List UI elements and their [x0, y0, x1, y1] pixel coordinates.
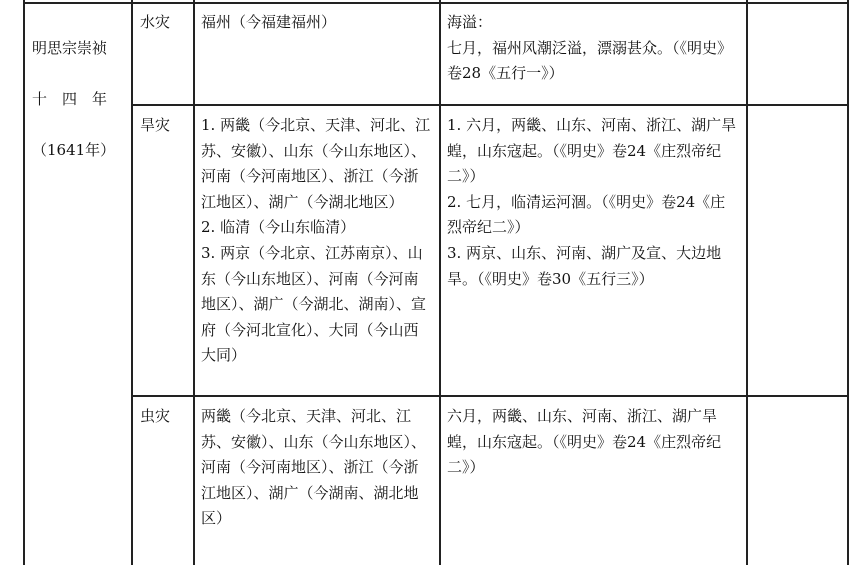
table-border-right — [847, 0, 849, 565]
year-cell-line-3: （1641年） — [32, 140, 116, 159]
row-divider-1 — [131, 104, 849, 106]
column-divider-2 — [193, 0, 195, 565]
year-cell — [32, 10, 127, 189]
record-flood: 海溢： 七月，福州风潮泛溢，漂溺甚众。（《明史》卷28《五行一》） — [447, 13, 733, 83]
year-cell-line-2: 十 四 年 — [32, 89, 108, 108]
disaster-type-drought: 旱灾 — [140, 116, 171, 134]
year-cell-line-1: 明思宗崇祯 — [32, 38, 108, 57]
region-flood: 福州（今福建福州） — [201, 13, 337, 31]
column-divider-1 — [131, 0, 133, 565]
row-divider-2 — [131, 395, 849, 397]
record-drought: 1. 六月，两畿、山东、河南、浙江、湖广旱蝗，山东寇起。（《明史》卷24《庄烈帝纪二》） 2. 七月，临清运河涸。（《明史》卷24《庄烈帝纪二》） 3. 两京、山东、河南、湖广及宣、大边地旱。（《明史》卷30《五行三》） — [447, 116, 737, 288]
disaster-type-locust: 虫灾 — [140, 407, 171, 425]
table-border-left — [23, 0, 25, 565]
region-drought: 1. 两畿（今北京、天津、河北、江苏、安徽）、山东（今山东地区）、河南（今河南地区）、浙江（今浙江地区）、湖广（今湖北地区） 2. 临清（今山东临清） 3. 两京（今北京、江苏南京）、山东（今山东地区）、河南（今河南地区）、湖广（今湖北、湖南）、宣府（今河北宣化）、大同（今山西大同） — [201, 116, 431, 365]
record-locust: 六月，两畿、山东、河南、浙江、湖广旱蝗，山东寇起。（《明史》卷24《庄烈帝纪二》） — [447, 407, 722, 477]
region-locust: 两畿（今北京、天津、河北、江苏、安徽）、山东（今山东地区）、河南（今河南地区）、浙江（今浙江地区）、湖广（今湖南、湖北地区） — [201, 407, 427, 528]
column-divider-3 — [439, 0, 441, 565]
column-divider-4 — [746, 0, 748, 565]
disaster-type-flood: 水灾 — [140, 13, 171, 31]
row-divider-top — [23, 2, 849, 4]
